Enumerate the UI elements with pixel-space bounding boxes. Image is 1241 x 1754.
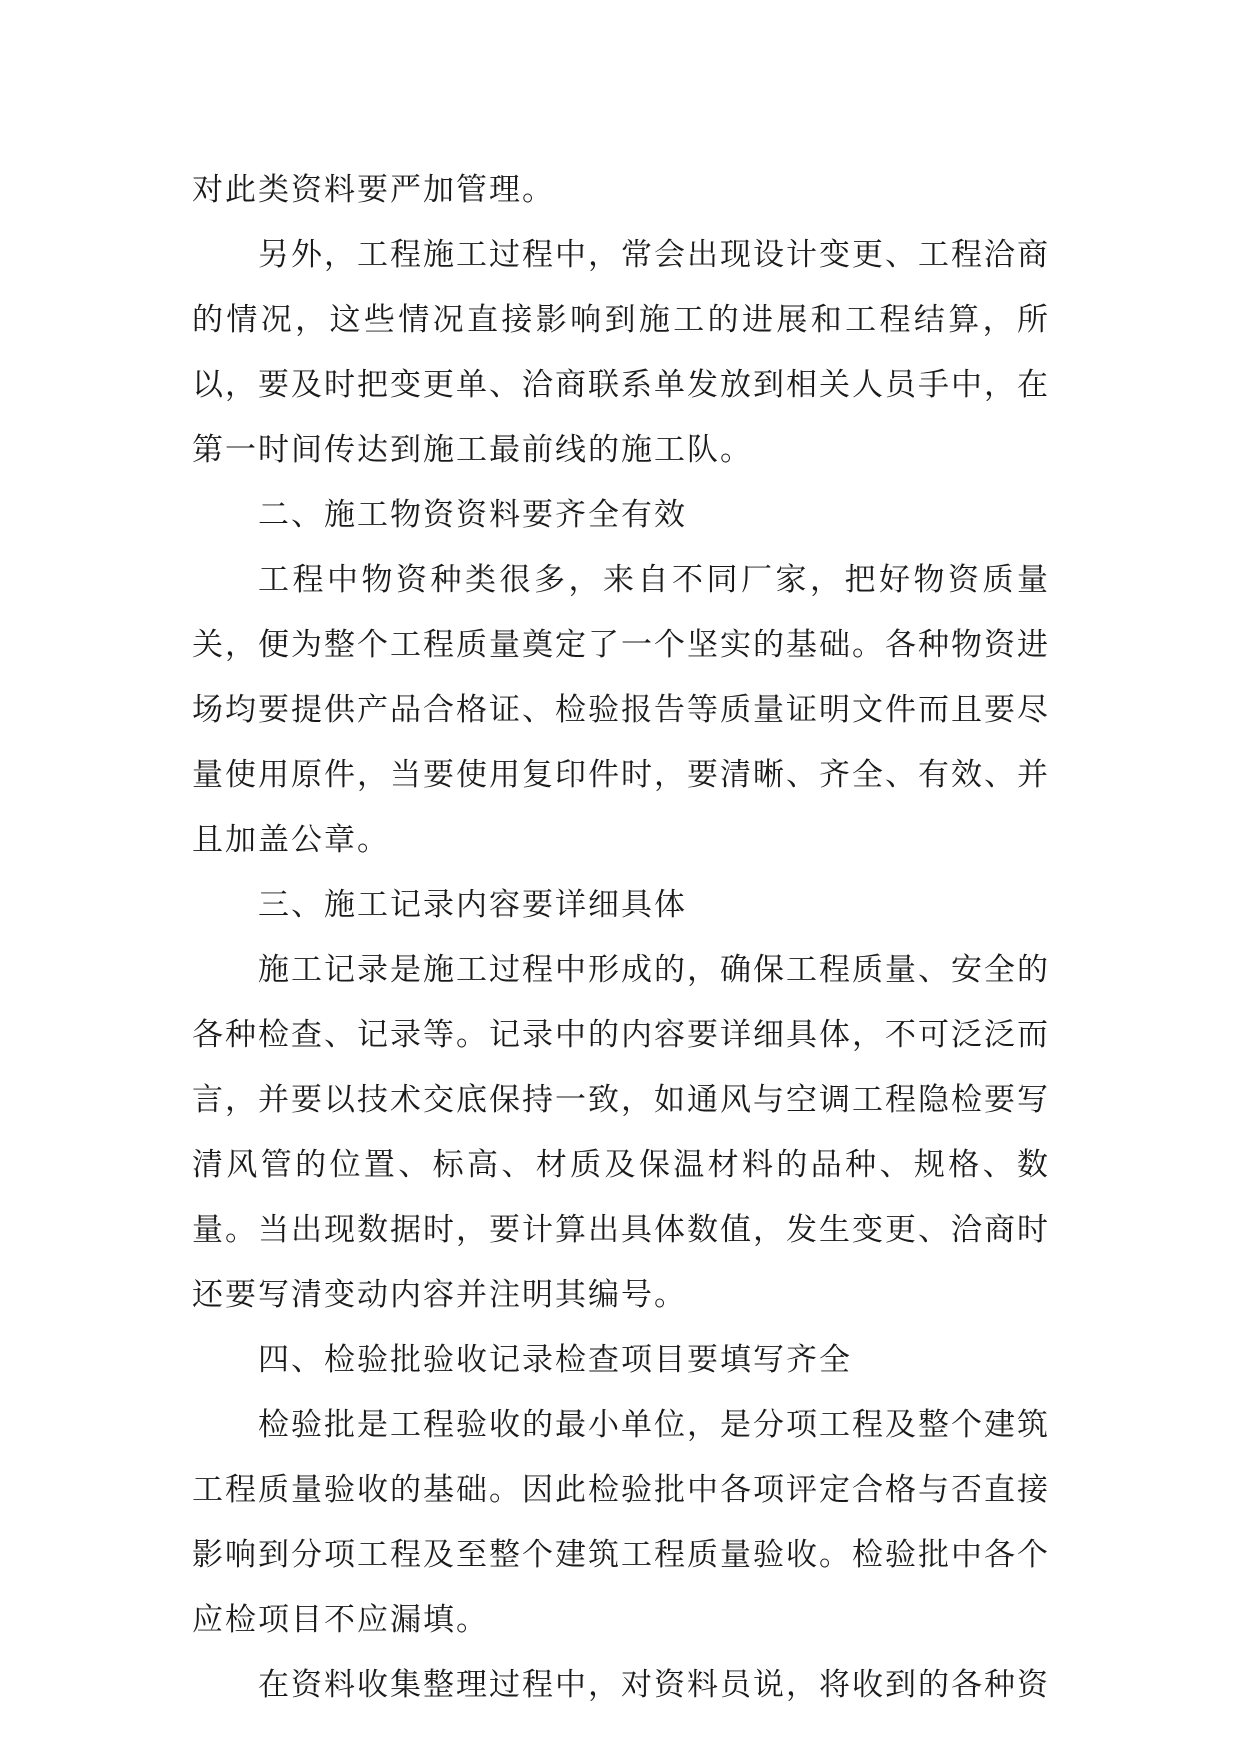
section-heading-materials: 二、施工物资资料要齐全有效 xyxy=(258,497,687,533)
document-body xyxy=(192,158,1050,1718)
paragraph-collection: 在资料收集整理过程中，对资料员说，将收到的各种资 xyxy=(258,1667,1050,1703)
section-heading-records: 三、施工记录内容要详细具体 xyxy=(258,887,687,923)
paragraph-materials: 工程中物资种类很多，来自不同厂家，把好物资质量关，便为整个工程质量奠定了一个坚实的基础。各种物资进场均要提供产品合格证、检验报告等质量证明文件而且要尽量使用原件，当要使用复印件时，要清晰、齐全、有效、并且加盖公章。 xyxy=(192,562,1050,858)
paragraph-records: 施工记录是施工过程中形成的，确保工程质量、安全的各种检查、记录等。记录中的内容要详细具体，不可泛泛而言，并要以技术交底保持一致，如通风与空调工程隐检要写清风管的位置、标高、材质及保温材料的品种、规格、数量。当出现数据时，要计算出具体数值，发生变更、洽商时还要写清变动内容并注明其编号。 xyxy=(192,952,1050,1313)
section-heading-inspection: 四、检验批验收记录检查项目要填写齐全 xyxy=(258,1342,852,1378)
paragraph-inspection: 检验批是工程验收的最小单位，是分项工程及整个建筑工程质量验收的基础。因此检验批中各项评定合格与否直接影响到分项工程及至整个建筑工程质量验收。检验批中各个应检项目不应漏填。 xyxy=(192,1407,1050,1638)
paragraph-continuation: 对此类资料要严加管理。 xyxy=(192,172,555,208)
paragraph-design-changes: 另外，工程施工过程中，常会出现设计变更、工程洽商的情况，这些情况直接影响到施工的进展和工程结算，所以，要及时把变更单、洽商联系单发放到相关人员手中，在第一时间传达到施工最前线的施工队。 xyxy=(192,237,1050,468)
